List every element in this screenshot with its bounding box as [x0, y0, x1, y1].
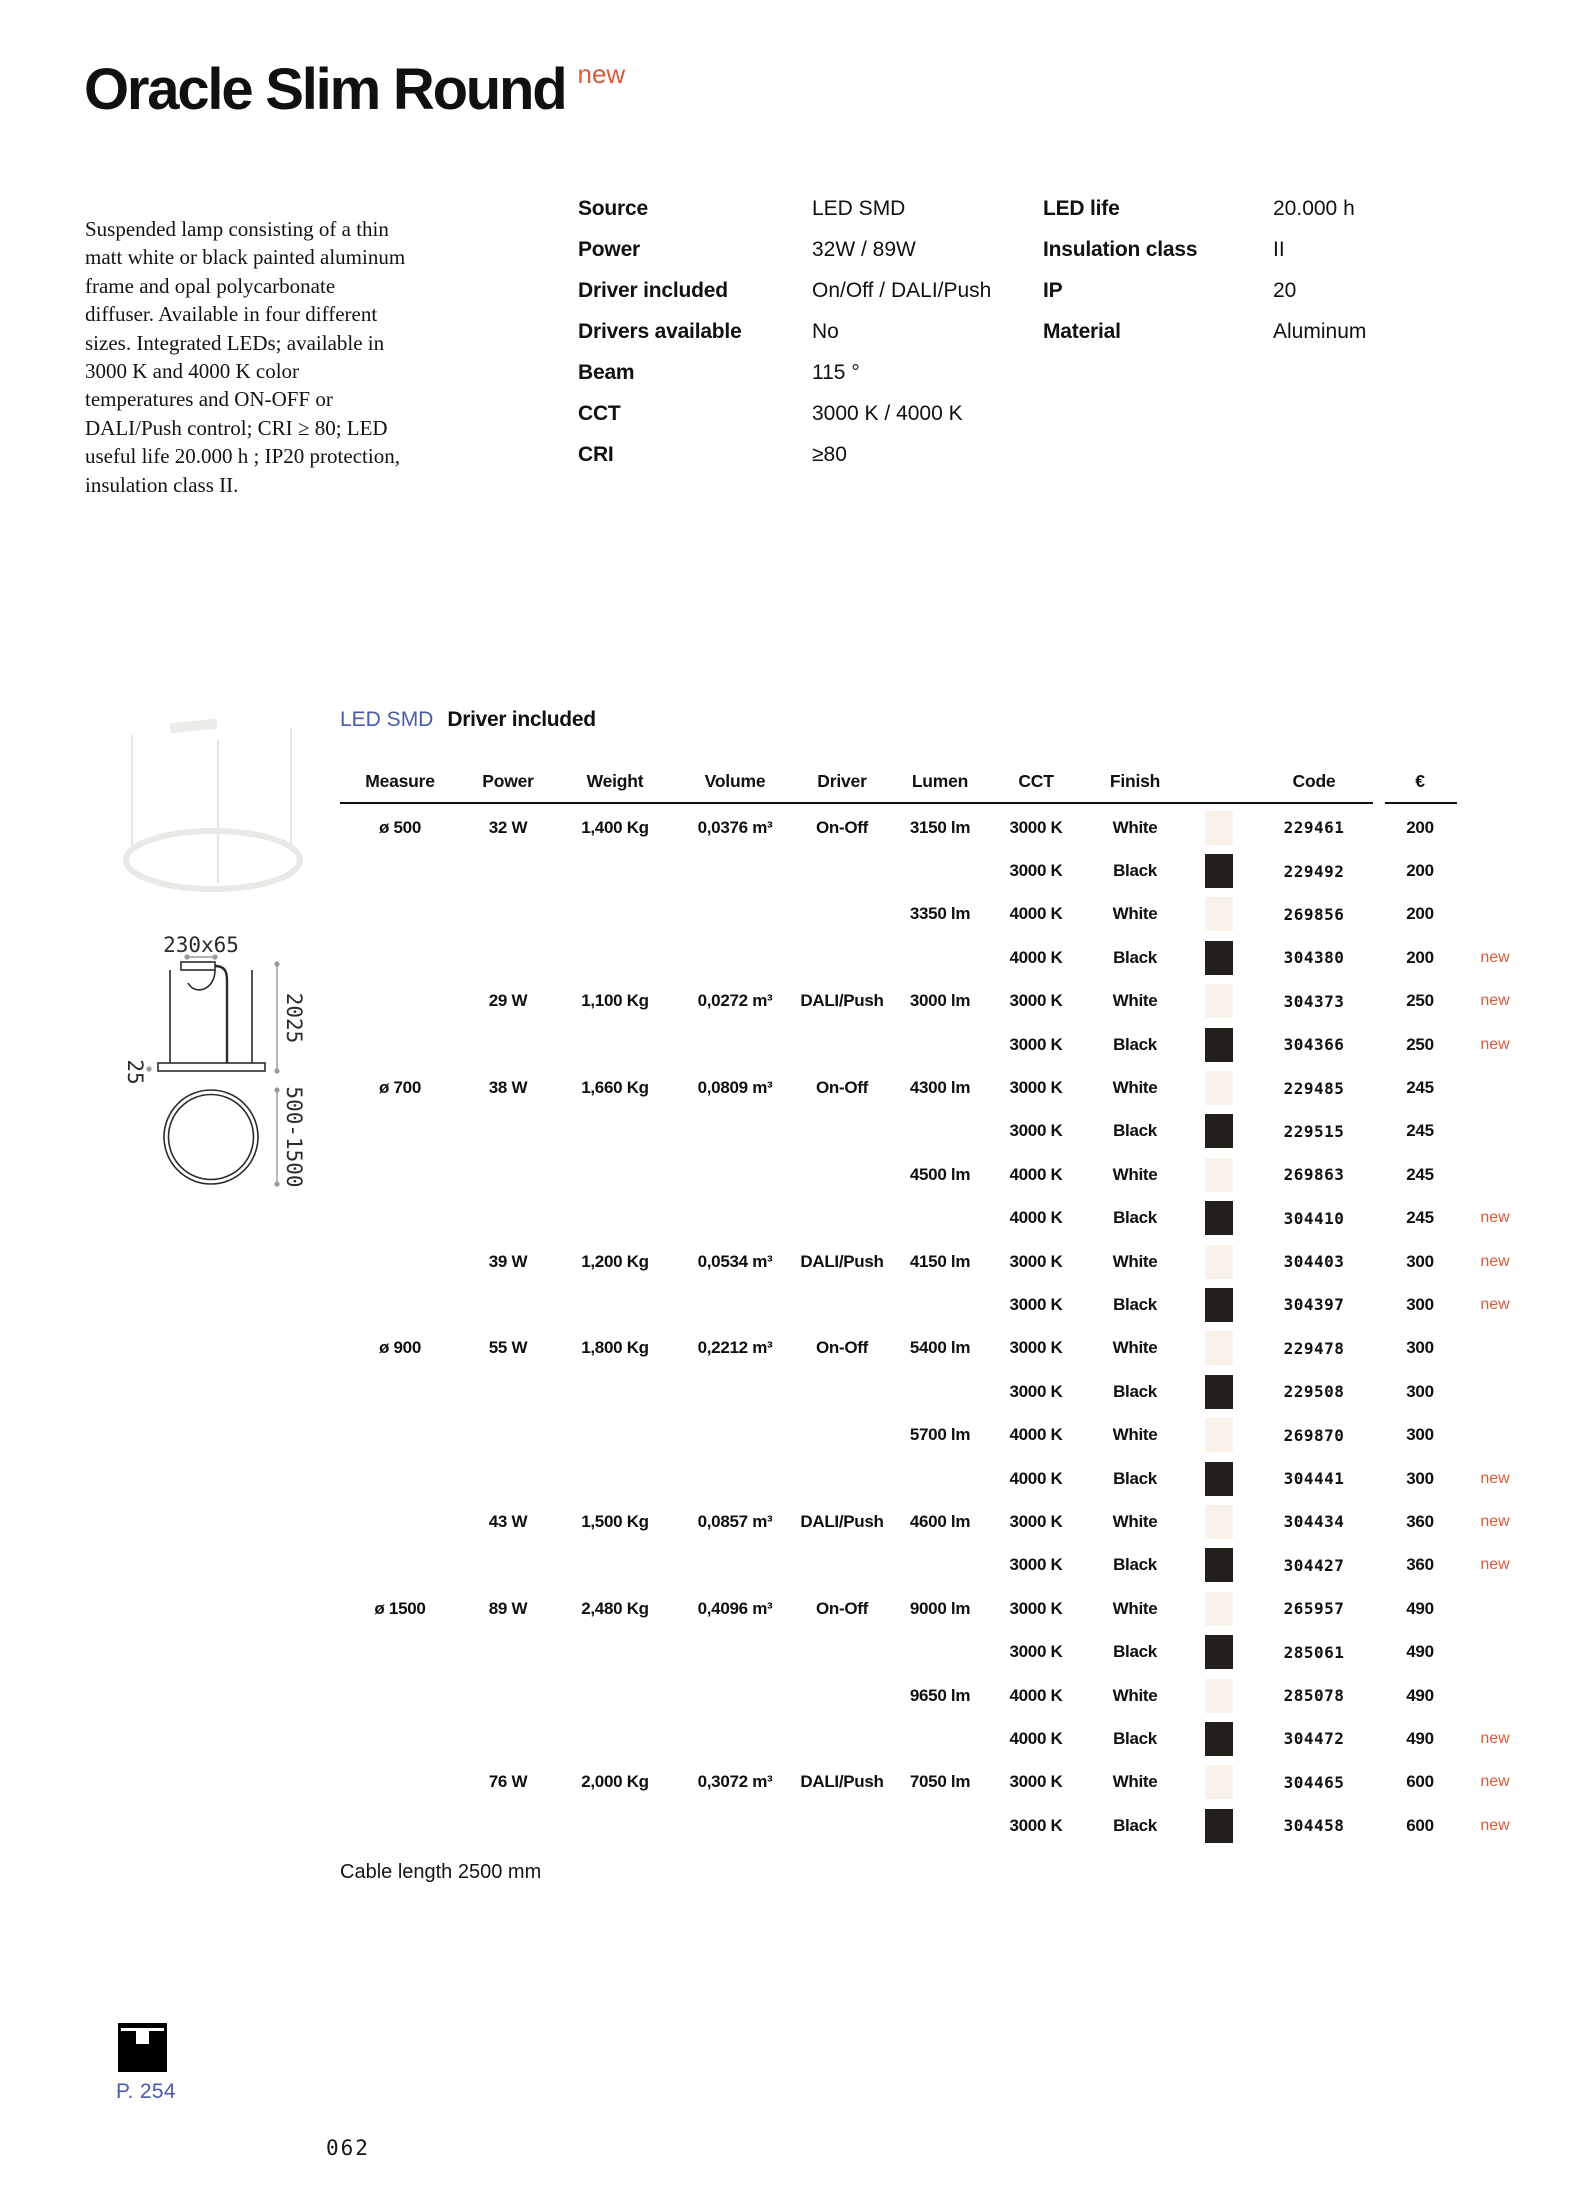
cell-cct: 3000 K — [1009, 861, 1063, 881]
table-row — [340, 1457, 1530, 1500]
cell-cct: 4000 K — [1009, 1425, 1063, 1445]
cell-lumen: 5700 lm — [909, 1425, 971, 1445]
cell-cct: 4000 K — [1009, 1685, 1063, 1705]
cell-cct: 3000 K — [1009, 1511, 1063, 1531]
finish-swatch-black — [1205, 1201, 1233, 1235]
spec-value: 3000 K / 4000 K — [812, 402, 963, 425]
spec-row — [1043, 237, 1503, 263]
cell-weight: 1,800 Kg — [581, 1338, 649, 1358]
cell-volume: 0,0809 m³ — [697, 1078, 773, 1098]
cell-price: 245 — [1406, 1078, 1434, 1098]
spec-row — [578, 196, 1028, 222]
table-row — [340, 1761, 1530, 1804]
cell-price: 300 — [1406, 1468, 1434, 1488]
cell-driver: DALI/Push — [800, 1251, 884, 1271]
cell-finish: Black — [1113, 1121, 1157, 1141]
finish-swatch-cell — [1190, 1765, 1248, 1799]
spec-row — [1043, 196, 1503, 222]
cell-code: 269870 — [1283, 1425, 1345, 1445]
cell-finish: Black — [1113, 1208, 1157, 1228]
table-row — [340, 1544, 1530, 1587]
cell-cct: 3000 K — [1009, 1034, 1063, 1054]
spec-value: 115 ° — [812, 361, 860, 384]
cell-finish: White — [1112, 904, 1158, 924]
table-row — [340, 1674, 1530, 1717]
finish-swatch-black — [1205, 1809, 1233, 1843]
dim-profile-label: 25 — [123, 1059, 147, 1085]
cell-cct: 3000 K — [1009, 1772, 1063, 1792]
finish-swatch-black — [1205, 1462, 1233, 1496]
finish-swatch-white — [1205, 1505, 1233, 1539]
spec-label: LED life — [1043, 197, 1120, 220]
cell-cct: 3000 K — [1009, 1815, 1063, 1835]
spec-row — [578, 278, 1028, 304]
cell-cct: 3000 K — [1009, 1078, 1063, 1098]
cell-cct: 3000 K — [1009, 1338, 1063, 1358]
cable-length-note: Cable length 2500 mm — [340, 1861, 542, 1884]
finish-swatch-cell — [1190, 1418, 1248, 1452]
table-row — [340, 1413, 1530, 1456]
cell-volume: 0,0272 m³ — [697, 991, 773, 1011]
cell-code: 304458 — [1283, 1816, 1345, 1836]
cell-lumen: 7050 lm — [909, 1772, 971, 1792]
spec-label: Source — [578, 197, 648, 220]
cell-code: 269856 — [1283, 904, 1345, 924]
new-tag: new — [1480, 1035, 1510, 1053]
cell-code: 229461 — [1283, 818, 1345, 838]
finish-swatch-white — [1205, 1331, 1233, 1365]
suspension-mount-icon — [118, 2023, 167, 2072]
cell-cct: 3000 K — [1009, 1598, 1063, 1618]
cell-driver: On-Off — [815, 1598, 868, 1618]
cell-weight: 1,200 Kg — [581, 1251, 649, 1271]
cell-finish: Black — [1113, 1728, 1157, 1748]
front-view-drawing — [164, 1090, 258, 1184]
spec-value: ≥80 — [812, 443, 847, 466]
finish-swatch-white — [1205, 984, 1233, 1018]
table-row — [340, 806, 1530, 849]
cell-weight: 1,660 Kg — [581, 1078, 649, 1098]
cell-finish: White — [1112, 817, 1158, 837]
finish-swatch-white — [1205, 1245, 1233, 1279]
table-row — [340, 1023, 1530, 1066]
column-header-10: € — [1415, 770, 1425, 791]
spec-label: Beam — [578, 361, 635, 384]
spec-label: CCT — [578, 402, 621, 425]
cell-cct: 4000 K — [1009, 1468, 1063, 1488]
spec-row — [1043, 278, 1503, 304]
cell-lumen: 3000 lm — [909, 991, 971, 1011]
finish-swatch-black — [1205, 941, 1233, 975]
spec-value: 32W / 89W — [812, 238, 916, 261]
finish-swatch-cell — [1190, 1505, 1248, 1539]
finish-swatch-cell — [1190, 941, 1248, 975]
specs-right — [1043, 196, 1503, 360]
page-header — [84, 56, 625, 123]
cell-weight: 2,000 Kg — [581, 1772, 649, 1792]
cell-code: 269863 — [1283, 1165, 1345, 1185]
finish-swatch-white — [1205, 1592, 1233, 1626]
product-table-header — [340, 762, 1530, 800]
table-row — [340, 1370, 1530, 1413]
cell-code: 304441 — [1283, 1469, 1345, 1489]
cell-price: 360 — [1406, 1555, 1434, 1575]
cell-code: 229515 — [1283, 1121, 1345, 1141]
finish-swatch-cell — [1190, 1375, 1248, 1409]
finish-swatch-cell — [1190, 1331, 1248, 1365]
cell-power: 38 W — [488, 1078, 528, 1098]
finish-swatch-cell — [1190, 1114, 1248, 1148]
spec-label: Power — [578, 238, 641, 261]
cell-cct: 3000 K — [1009, 1381, 1063, 1401]
finish-swatch-cell — [1190, 897, 1248, 931]
spec-row — [578, 319, 1028, 345]
cell-price: 300 — [1406, 1425, 1434, 1445]
cell-code: 304465 — [1283, 1772, 1345, 1792]
cell-measure: ø 1500 — [374, 1598, 426, 1618]
column-header-7: Finish — [1109, 770, 1161, 791]
finish-swatch-black — [1205, 1375, 1233, 1409]
table-row — [340, 1110, 1530, 1153]
cell-volume: 0,0857 m³ — [697, 1511, 773, 1531]
cell-finish: Black — [1113, 947, 1157, 967]
new-tag: new — [1480, 1729, 1510, 1747]
cell-finish: White — [1112, 1078, 1158, 1098]
finish-swatch-cell — [1190, 854, 1248, 888]
finish-swatch-black — [1205, 1635, 1233, 1669]
cell-power: 55 W — [488, 1338, 528, 1358]
source-type-label: LED SMD — [340, 708, 434, 731]
cell-code: 229492 — [1283, 861, 1345, 881]
finish-swatch-cell — [1190, 1158, 1248, 1192]
spec-value: Aluminum — [1273, 320, 1367, 343]
cell-price: 245 — [1406, 1208, 1434, 1228]
column-header-3: Volume — [704, 770, 766, 791]
new-tag: new — [1480, 1773, 1510, 1791]
dim-height-label: 2025 — [282, 992, 306, 1044]
cell-volume: 0,4096 m³ — [697, 1598, 773, 1618]
cell-lumen: 4500 lm — [909, 1164, 971, 1184]
cell-lumen: 9650 lm — [909, 1685, 971, 1705]
cell-volume: 0,3072 m³ — [697, 1772, 773, 1792]
cell-code: 265957 — [1283, 1599, 1345, 1619]
cell-power: 76 W — [488, 1772, 528, 1792]
cell-code: 229508 — [1283, 1382, 1345, 1402]
cell-driver: DALI/Push — [800, 1772, 884, 1792]
finish-swatch-cell — [1190, 1028, 1248, 1062]
cell-power: 39 W — [488, 1251, 528, 1271]
cell-finish: Black — [1113, 1034, 1157, 1054]
finish-swatch-black — [1205, 1114, 1233, 1148]
cell-finish: Black — [1113, 1381, 1157, 1401]
product-table — [340, 762, 1530, 1884]
cell-power: 32 W — [488, 817, 528, 837]
spec-value: No — [812, 320, 839, 343]
cell-cct: 4000 K — [1009, 1164, 1063, 1184]
cell-lumen: 9000 lm — [909, 1598, 971, 1618]
spec-label: Material — [1043, 320, 1121, 343]
cell-code: 304366 — [1283, 1035, 1345, 1055]
cell-measure: ø 700 — [379, 1078, 421, 1098]
cell-code: 304472 — [1283, 1729, 1345, 1749]
cell-finish: White — [1112, 1164, 1158, 1184]
table-row — [340, 893, 1530, 936]
cell-code: 304373 — [1283, 991, 1345, 1011]
cell-finish: White — [1112, 1772, 1158, 1792]
table-row — [340, 1066, 1530, 1109]
cell-lumen: 4150 lm — [909, 1251, 971, 1271]
cell-price: 300 — [1406, 1381, 1434, 1401]
spec-row — [578, 360, 1028, 386]
cell-measure: ø 500 — [379, 817, 421, 837]
cell-finish: Black — [1113, 1468, 1157, 1488]
spec-label: Driver included — [578, 279, 728, 302]
spec-label: CRI — [578, 443, 614, 466]
cell-price: 200 — [1406, 861, 1434, 881]
cell-driver: On-Off — [815, 817, 868, 837]
new-tag: new — [1480, 1816, 1510, 1834]
finish-swatch-white — [1205, 1418, 1233, 1452]
cell-code: 304403 — [1283, 1252, 1345, 1272]
cell-price: 360 — [1406, 1511, 1434, 1531]
product-description: Suspended lamp consisting of a thin matt white or black painted aluminum frame and opal polycarbonate diffuser. Available in four different sizes. Integrated LEDs; available in 3000 K and 4000 K color temperatures and ON-OFF or DALI/Push control; CRI ≥ 80; LED useful life 20.000 h ; IP20 protection, insulation class II. — [85, 217, 406, 497]
cell-finish: Black — [1113, 1555, 1157, 1575]
cell-price: 300 — [1406, 1294, 1434, 1314]
cell-driver: DALI/Push — [800, 991, 884, 1011]
new-tag: new — [1480, 1209, 1510, 1227]
cell-driver: On-Off — [815, 1078, 868, 1098]
cell-weight: 2,480 Kg — [581, 1598, 649, 1618]
cell-driver: DALI/Push — [800, 1511, 884, 1531]
finish-swatch-cell — [1190, 1809, 1248, 1843]
finish-swatch-white — [1205, 1679, 1233, 1713]
cell-lumen: 5400 lm — [909, 1338, 971, 1358]
finish-swatch-white — [1205, 897, 1233, 931]
finish-swatch-cell — [1190, 1548, 1248, 1582]
cell-price: 250 — [1406, 991, 1434, 1011]
spec-label: Insulation class — [1043, 238, 1198, 261]
table-row — [340, 1804, 1530, 1847]
finish-swatch-cell — [1190, 1201, 1248, 1235]
cell-cct: 3000 K — [1009, 1251, 1063, 1271]
finish-swatch-cell — [1190, 1679, 1248, 1713]
new-tag: new — [1480, 1556, 1510, 1574]
cell-price: 245 — [1406, 1164, 1434, 1184]
cell-power: 29 W — [488, 991, 528, 1011]
cell-lumen: 3150 lm — [909, 817, 971, 837]
finish-swatch-black — [1205, 1028, 1233, 1062]
table-row — [340, 1153, 1530, 1196]
finish-swatch-white — [1205, 1765, 1233, 1799]
cell-cct: 4000 K — [1009, 1728, 1063, 1748]
specs-left — [578, 196, 1028, 483]
table-row — [340, 1197, 1530, 1240]
cell-code: 304397 — [1283, 1295, 1345, 1315]
spec-value: LED SMD — [812, 197, 906, 220]
cell-volume: 0,0376 m³ — [697, 817, 773, 837]
column-header-6: CCT — [1018, 770, 1054, 791]
finish-swatch-cell — [1190, 1722, 1248, 1756]
dim-diameter-label: 500-1500 — [282, 1086, 306, 1188]
cell-weight: 1,100 Kg — [581, 991, 649, 1011]
column-header-4: Driver — [817, 770, 867, 791]
finish-swatch-cell — [1190, 984, 1248, 1018]
cell-cct: 3000 K — [1009, 1642, 1063, 1662]
new-tag: new — [1480, 1252, 1510, 1270]
finish-swatch-white — [1205, 1158, 1233, 1192]
side-view-drawing — [158, 962, 265, 1071]
cell-code: 304410 — [1283, 1208, 1345, 1228]
finish-swatch-white — [1205, 811, 1233, 845]
finish-swatch-black — [1205, 1722, 1233, 1756]
finish-swatch-black — [1205, 854, 1233, 888]
spec-row — [578, 237, 1028, 263]
finish-swatch-cell — [1190, 1462, 1248, 1496]
cell-cct: 3000 K — [1009, 817, 1063, 837]
cell-price: 600 — [1406, 1815, 1434, 1835]
spec-label: Drivers available — [578, 320, 742, 343]
table-row — [340, 1500, 1530, 1543]
cell-finish: White — [1112, 1251, 1158, 1271]
header-rule-main — [340, 802, 1373, 804]
cell-finish: Black — [1113, 1294, 1157, 1314]
cell-code: 304380 — [1283, 948, 1345, 968]
suspension-mount-icon-notch — [136, 2031, 149, 2044]
cell-measure: ø 900 — [379, 1338, 421, 1358]
new-tag: new — [1480, 1469, 1510, 1487]
cell-finish: Black — [1113, 861, 1157, 881]
new-tag: new — [1480, 1295, 1510, 1313]
page-number: 062 — [326, 2136, 370, 2160]
cell-price: 200 — [1406, 904, 1434, 924]
page-title: Oracle Slim Round — [84, 57, 566, 122]
cell-cct: 3000 K — [1009, 1294, 1063, 1314]
cell-weight: 1,400 Kg — [581, 817, 649, 837]
cell-power: 43 W — [488, 1511, 528, 1531]
new-tag: new — [1480, 948, 1510, 966]
cell-finish: Black — [1113, 1815, 1157, 1835]
finish-swatch-white — [1205, 1071, 1233, 1105]
cell-cct: 3000 K — [1009, 1121, 1063, 1141]
cell-code: 229478 — [1283, 1338, 1345, 1358]
cell-price: 300 — [1406, 1338, 1434, 1358]
cell-price: 600 — [1406, 1772, 1434, 1792]
cell-code: 285061 — [1283, 1642, 1345, 1662]
cell-cct: 3000 K — [1009, 1555, 1063, 1575]
finish-swatch-cell — [1190, 1592, 1248, 1626]
column-header-2: Weight — [586, 770, 644, 791]
cell-finish: White — [1112, 1338, 1158, 1358]
cell-lumen: 3350 lm — [909, 904, 971, 924]
spec-row — [578, 442, 1028, 468]
cell-code: 285078 — [1283, 1686, 1345, 1705]
finish-swatch-black — [1205, 1548, 1233, 1582]
product-table-body — [340, 806, 1530, 1847]
spec-row — [578, 401, 1028, 427]
cell-price: 490 — [1406, 1685, 1434, 1705]
column-header-0: Measure — [365, 770, 435, 791]
cell-price: 490 — [1406, 1728, 1434, 1748]
cell-price: 300 — [1406, 1251, 1434, 1271]
table-row — [340, 1587, 1530, 1630]
new-tag: new — [1480, 992, 1510, 1010]
spec-value: 20 — [1273, 279, 1297, 302]
cell-price: 490 — [1406, 1598, 1434, 1618]
new-badge: new — [577, 59, 626, 89]
cell-lumen: 4300 lm — [909, 1078, 971, 1098]
finish-swatch-cell — [1190, 1245, 1248, 1279]
cell-volume: 0,2212 m³ — [697, 1338, 773, 1358]
finish-swatch-cell — [1190, 1288, 1248, 1322]
finish-swatch-black — [1205, 1288, 1233, 1322]
cell-finish: White — [1112, 1598, 1158, 1618]
table-row — [340, 849, 1530, 892]
table-row — [340, 1327, 1530, 1370]
cell-cct: 3000 K — [1009, 991, 1063, 1011]
lamp-photo — [126, 719, 300, 889]
table-section-heading — [340, 708, 596, 732]
table-row — [340, 1240, 1530, 1283]
table-row — [340, 980, 1530, 1023]
cell-cct: 4000 K — [1009, 904, 1063, 924]
cell-code: 229485 — [1283, 1078, 1345, 1098]
cell-cct: 4000 K — [1009, 947, 1063, 967]
spec-row — [1043, 319, 1503, 345]
driver-included-label: Driver included — [447, 708, 596, 731]
cell-driver: On-Off — [815, 1338, 868, 1358]
page-reference: P. 254 — [116, 2080, 176, 2103]
cell-weight: 1,500 Kg — [581, 1511, 649, 1531]
cell-price: 250 — [1406, 1034, 1434, 1054]
header-rule-price — [1385, 802, 1457, 804]
table-row — [340, 1717, 1530, 1760]
cell-price: 200 — [1406, 947, 1434, 967]
spec-value: 20.000 h — [1273, 197, 1355, 220]
cell-finish: White — [1112, 1685, 1158, 1705]
cell-code: 304434 — [1283, 1512, 1345, 1532]
cell-cct: 4000 K — [1009, 1208, 1063, 1228]
dim-canopy-label: 230x65 — [163, 933, 239, 957]
table-row — [340, 1630, 1530, 1673]
cell-finish: White — [1112, 1425, 1158, 1445]
column-header-5: Lumen — [911, 770, 969, 791]
cell-finish: White — [1112, 991, 1158, 1011]
cell-price: 490 — [1406, 1642, 1434, 1662]
cell-power: 89 W — [488, 1598, 528, 1618]
finish-swatch-cell — [1190, 1071, 1248, 1105]
finish-swatch-cell — [1190, 811, 1248, 845]
column-header-9: Code — [1292, 770, 1336, 791]
spec-label: IP — [1043, 279, 1063, 302]
table-row — [340, 1283, 1530, 1326]
cell-code: 304427 — [1283, 1555, 1345, 1575]
table-row — [340, 936, 1530, 979]
cell-lumen: 4600 lm — [909, 1511, 971, 1531]
cell-finish: Black — [1113, 1642, 1157, 1662]
new-tag: new — [1480, 1512, 1510, 1530]
cell-finish: White — [1112, 1511, 1158, 1531]
finish-swatch-cell — [1190, 1635, 1248, 1669]
cell-volume: 0,0534 m³ — [697, 1251, 773, 1271]
spec-value: On/Off / DALI/Push — [812, 279, 992, 302]
cell-price: 200 — [1406, 817, 1434, 837]
spec-value: II — [1273, 238, 1285, 261]
column-header-1: Power — [482, 770, 534, 791]
dimension-diagram — [75, 700, 315, 1200]
cell-price: 245 — [1406, 1121, 1434, 1141]
